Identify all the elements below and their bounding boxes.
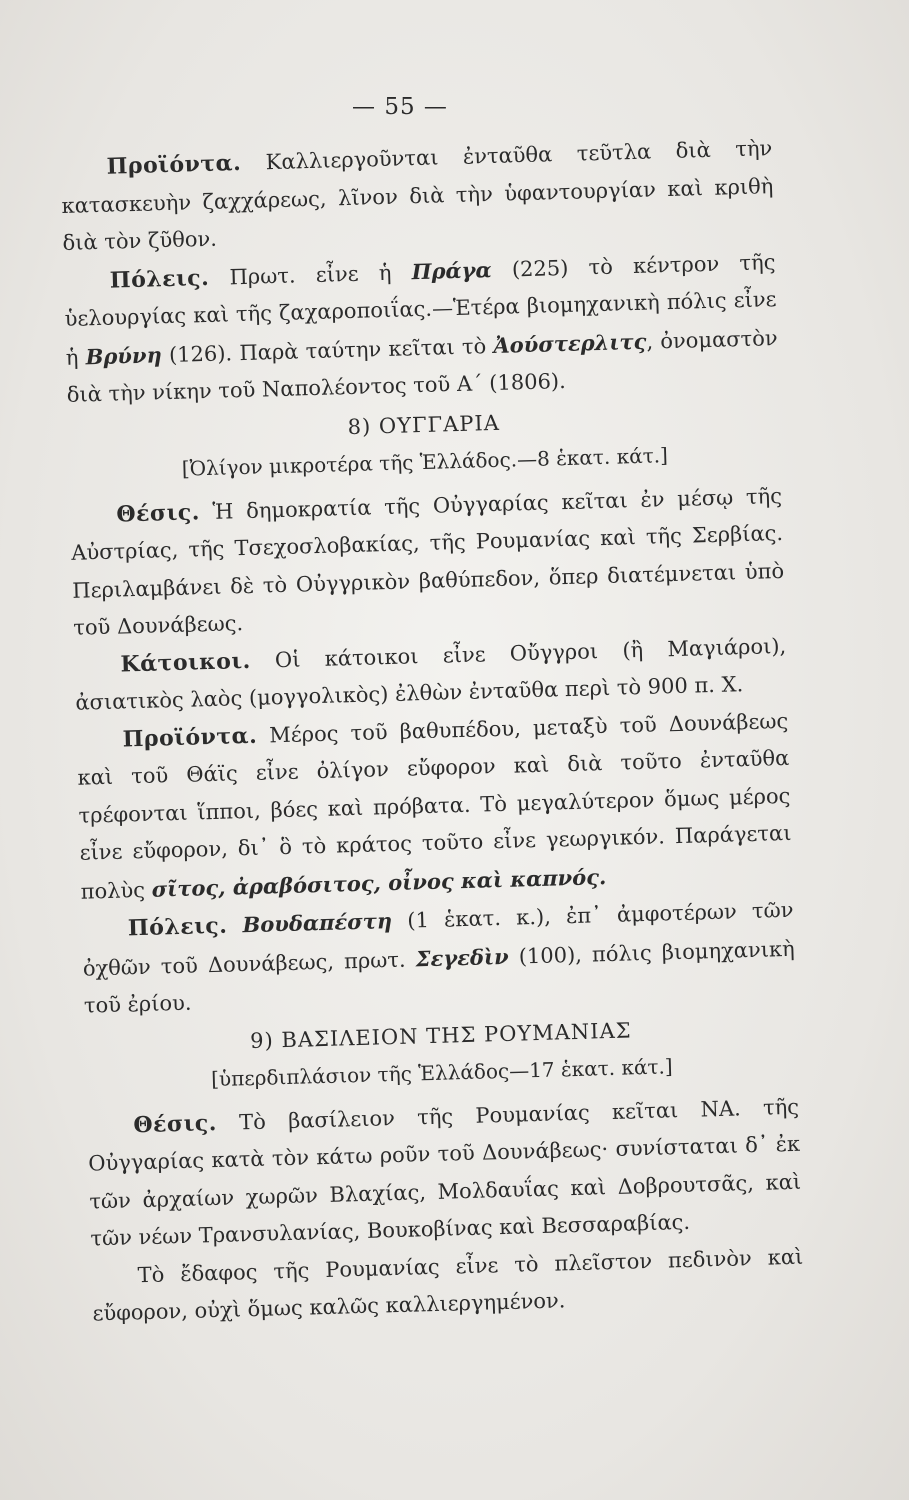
lead-hungary-cities: Πόλεις.: [127, 912, 228, 942]
lead-hungary-products: Προϊόντα.: [122, 722, 258, 752]
text-hungary-cities-1: (1 ἑκατ. κ.), ἐπ᾿ ἀμφοτέρων τῶν ὀχθῶν τοῦ Δουνάβεως, πρωτ.: [82, 897, 794, 981]
lead-products: Προϊόντα.: [106, 149, 242, 180]
paragraph-romania-position: [87, 1088, 803, 1258]
paragraph-hungary-cities: [81, 891, 796, 1025]
city-prague: Πράγα: [411, 256, 492, 284]
text-cities-2: (225) τὸ κέντρον τῆς ὑελουργίας καὶ τῆς ζαχαροποιΐας.—Ἑτέρα βιομηχανικὴ πόλις εἶνε ἡ: [64, 249, 777, 370]
paragraph-romania-soil: Τὸ ἔδαφος τῆς Ρουμανίας εἶνε τὸ πλεῖστον πεδινὸν καὶ εὔφορον, οὐχὶ ὅμως καλῶς καλλιεργημένον.: [92, 1244, 804, 1326]
section-subheading-romania: [ὑπερδιπλάσιον τῆς Ἑλλάδος—17 ἑκατ. κάτ.]: [210, 1054, 673, 1092]
text-cities-4: , ὀνομαστὸν διὰ τὴν νίκην τοῦ Ναπολέοντος τοῦ Α΄ (1806).: [66, 325, 778, 407]
city-brno: Βρύνη: [85, 341, 163, 369]
lead-romania-position: Θέσις.: [133, 1109, 218, 1138]
text-hungary-cities-2: (100), πόλις βιομηχανικὴ τοῦ ἐρίου.: [83, 936, 795, 1018]
lead-cities: Πόλεις.: [109, 264, 210, 294]
hungary-products-list: σῖτος, ἀραβόσιτος, οἶνος καὶ καπνός.: [151, 863, 607, 902]
page-content: [60, 130, 805, 1333]
paragraph-hungary-position: [70, 477, 786, 647]
text-hungary-position: Ἡ δημοκρατία τῆς Οὐγγαρίας κεῖται ἐν μέσῳ τῆς Αὐστρίας, τῆς Τσεχοσλοβακίας, τῆς Ρουμανίας καὶ τῆς Σερβίας. Περιλαμβάνει δὲ τὸ Οὐγγρικὸν βαθύπεδον, ὅπερ διατέμνεται ὑπὸ τοῦ Δουνάβεως.: [70, 483, 785, 640]
text-cities-1: Πρωτ. εἶνε ἡ: [208, 259, 412, 290]
lead-hungary-inhabitants: Κάτοικοι.: [120, 647, 252, 678]
city-budapest: Βουδαπέστη: [242, 908, 393, 938]
lead-hungary-position: Θέσις.: [116, 498, 201, 528]
text-romania-position: Τὸ βασίλειον τῆς Ρουμανίας κεῖται ΝΑ. τῆς Οὐγγαρίας κατὰ τὸν κάτω ροῦν τοῦ Δουνάβεως· συνίσταται δ᾿ ἐκ τῶν ἀρχαίων χωρῶν Βλαχίας, Μολδαυΐας καὶ Δοβρουτσᾶς, καὶ τῶν νέων Τρανσυλανίας, Βουκοβίνας καὶ Βεσσαραβίας.: [87, 1094, 802, 1251]
text-products: Καλλιεργοῦνται ἐνταῦθα τεῦτλα διὰ τὴν κατασκευὴν ζαχχάρεως, λῖνον διὰ τὴν ὑφαντουργίαν καὶ κριθὴ διὰ τὸν ζῦθον.: [61, 136, 774, 255]
text-hungary-products: Μέρος τοῦ βαθυπέδου, μεταξὺ τοῦ Δουνάβεως καὶ τοῦ Θάϊς εἶνε ὀλίγον εὔφορον καὶ διὰ τοῦτο ἐνταῦθα τρέφονται ἵπποι, βόες καὶ πρόβατα. Τὸ μεγαλύτερον ὅμως μέρος εἶνε εὔφορον, δι᾿ ὃ τὸ κράτος τοῦτο εἶνε γεωργικόν. Παράγεται πολὺς: [77, 708, 792, 904]
text-hungary-inhabitants: Οἱ κάτοικοι εἶνε Οὔγγροι (ἢ Μαγιάροι), ἀσιατικὸς λαὸς (μογγολικὸς) ἐλθὼν ἐνταῦθα περὶ τὸ 900 π. Χ.: [75, 633, 787, 715]
paragraph-products: [60, 130, 775, 262]
section-subheading-hungary: [Ὀλίγον μικροτέρα τῆς Ἑλλάδος.—8 ἑκατ. κάτ.]: [181, 443, 669, 481]
city-szeged: Σεγεδὶν: [415, 943, 509, 971]
paragraph-hungary-products: [76, 702, 793, 910]
place-austerlitz: Ἀούστερλιτς: [493, 328, 647, 358]
text-cities-3: (126). Παρὰ ταύτην κεῖται τὸ: [161, 333, 494, 367]
page-number: — 55 —: [352, 94, 448, 120]
section-heading-romania: 9) ΒΑΣΙΛΕΙΟΝ ΤΗΣ ΡΟΥΜΑΝΙΑΣ: [249, 1017, 632, 1053]
section-heading-hungary: 8) ΟΥΓΓΑΡΙΑ: [347, 410, 501, 439]
paragraph-cities: [63, 243, 779, 415]
